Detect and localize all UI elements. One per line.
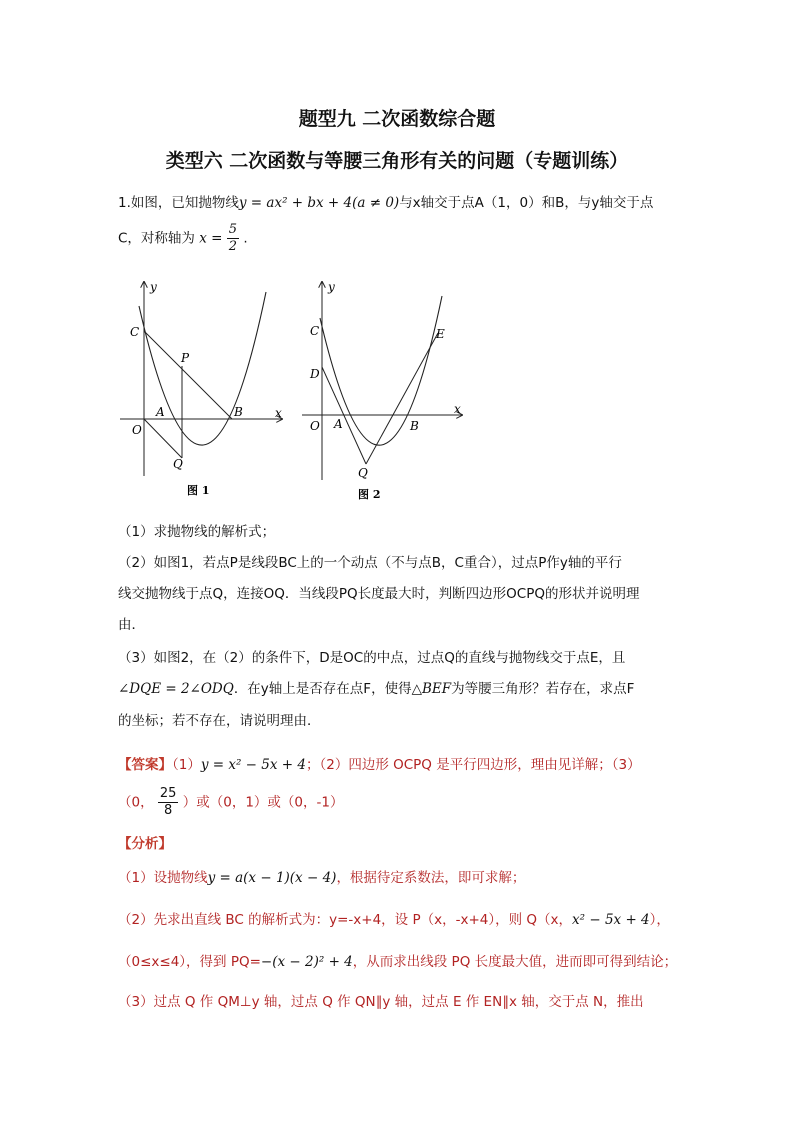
label-p: P bbox=[181, 351, 190, 365]
caption-fig1: 图 1 bbox=[187, 484, 210, 497]
label-a: A bbox=[156, 405, 165, 419]
segment-qe bbox=[366, 333, 438, 464]
question-2-line1: （2）如图1，若点P是线段BC上的一个动点（不与点B，C重合），过点P作y轴的平行 bbox=[118, 555, 622, 571]
figure-1 bbox=[112, 278, 290, 500]
question-3-line1: （3）如图2，在（2）的条件下，D是OC的中点，过点Q的直线与抛物线交于点E，且 bbox=[118, 650, 626, 666]
analysis-line2: （2）先求出直线 BC 的解析式为：y=-x+4，设 P（x，-x+4），则 Q（x，x² − 5x + 4）， bbox=[118, 912, 670, 928]
analysis-line3: （0≤x≤4），得到 PQ=−(x − 2)² + 4，从而求出线段 PQ 长度最大值，进而即可得到结论； bbox=[118, 954, 678, 970]
figure-2 bbox=[298, 278, 470, 504]
caption-fig2: 图 2 bbox=[358, 488, 381, 501]
label-b: B bbox=[410, 419, 419, 433]
label-q: Q bbox=[173, 457, 183, 471]
label-q: Q bbox=[358, 466, 368, 480]
answer-tag: 【答案】 bbox=[118, 757, 172, 773]
axis-fraction: $\frac{5}{2}$ bbox=[228, 222, 238, 254]
question-1: （1）求抛物线的解析式； bbox=[118, 524, 276, 540]
label-a: A bbox=[334, 417, 343, 431]
question-2-line2: 线交抛物线于点Q，连接OQ．当线段PQ长度最大时，判断四边形OCPQ的形状并说明理 bbox=[118, 586, 640, 602]
parabola bbox=[139, 292, 266, 445]
sub-title: 类型六 二次函数与等腰三角形有关的问题（专题训练） bbox=[165, 150, 629, 172]
answer-line2: （0， $\frac{25}{8}$ ）或（0，1）或（0，-1） bbox=[118, 786, 344, 818]
label-e: E bbox=[436, 327, 445, 341]
question-3-line3: 的坐标；若不存在，请说明理由． bbox=[118, 713, 321, 729]
label-y: y bbox=[328, 280, 335, 294]
label-b: B bbox=[234, 405, 243, 419]
segment-oq bbox=[144, 419, 182, 458]
label-c: C bbox=[310, 324, 320, 338]
analysis-line4: （3）过点 Q 作 QM⊥y 轴，过点 Q 作 QN∥y 轴，过点 E 作 EN∥x 轴，交于点 N，推出 bbox=[118, 994, 644, 1010]
question-2-line3: 由． bbox=[118, 617, 145, 633]
analysis-line1: （1）设抛物线y = a(x − 1)(x − 4)，根据待定系数法，即可求解； bbox=[118, 870, 526, 886]
label-x: x bbox=[454, 402, 461, 416]
label-c: C bbox=[130, 325, 140, 339]
answer-fraction: $\frac{25}{8}$ bbox=[159, 786, 177, 818]
question-3-line2: ∠DQE = 2∠ODQ．在y轴上是否存在点F，使得△BEF为等腰三角形？若存在，求点F bbox=[118, 681, 635, 697]
problem-intro-line1: 1.如图，已知抛物线y = ax² + bx + 4(a ≠ 0)与x轴交于点A（1，0）和B，与y轴交于点 bbox=[118, 195, 654, 211]
label-x: x bbox=[275, 406, 282, 420]
problem-intro-line2: C，对称轴为 x = $\frac{5}{2}$ . bbox=[118, 222, 248, 254]
main-title: 题型九 二次函数综合题 bbox=[298, 108, 496, 130]
label-o: O bbox=[132, 423, 142, 437]
label-o: O bbox=[310, 419, 320, 433]
label-d: D bbox=[310, 367, 320, 381]
label-y: y bbox=[150, 280, 157, 294]
answer-line1: 【答案】（1）y = x² − 5x + 4；（2）四边形 OCPQ 是平行四边形，理由见详解；（3） bbox=[118, 757, 641, 773]
analysis-tag: 【分析】 bbox=[118, 836, 172, 852]
